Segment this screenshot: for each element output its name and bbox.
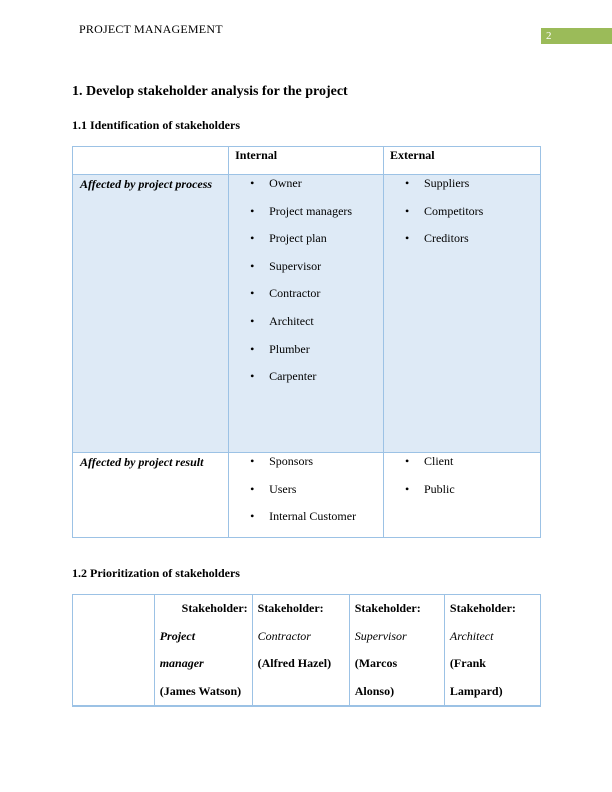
stakeholder-name: (Marcos <box>354 656 398 671</box>
row-label: Affected by project process <box>80 177 213 191</box>
stakeholder-name: Alonso) <box>354 683 395 698</box>
stakeholder-label: Stakeholder: <box>257 601 324 615</box>
stakeholder-cell-project-manager <box>154 595 252 707</box>
list-item: • Project managers <box>250 203 353 218</box>
header-internal-cell <box>229 147 384 175</box>
list-item: • Client <box>404 454 454 468</box>
internal-stakeholder-list <box>229 454 383 537</box>
stakeholder-label: Stakeholder: <box>354 601 421 615</box>
header-internal: Internal <box>235 148 278 162</box>
stakeholder-cell-architect <box>444 595 540 707</box>
list-item: • Contractor <box>250 286 321 301</box>
list-item: • Supervisor <box>250 258 322 273</box>
stakeholder-role: Supervisor <box>354 628 407 643</box>
stakeholder-role: Contractor <box>257 628 311 643</box>
stakeholder-name: (Alfred Hazel) <box>257 656 332 671</box>
row-label: Affected by project result <box>80 455 204 469</box>
stakeholder-role: Project <box>159 628 196 643</box>
list-item: • Users <box>250 481 297 496</box>
internal-stakeholder-list <box>229 176 383 397</box>
stakeholder-label: Stakeholder: <box>449 601 516 615</box>
list-item: • Creditors <box>404 231 469 246</box>
list-item: • Project plan <box>250 231 327 246</box>
external-stakeholder-list <box>384 454 540 509</box>
list-item: • Competitors <box>404 203 484 218</box>
external-list-cell <box>383 175 540 453</box>
header-external-cell <box>383 147 540 175</box>
running-head: PROJECT MANAGEMENT <box>79 22 223 36</box>
table-row-result <box>73 453 541 538</box>
list-item: • Sponsors <box>250 454 314 468</box>
prioritization-table <box>72 594 541 707</box>
list-item: • Carpenter <box>250 369 317 384</box>
subsection-heading-identification: 1.1 Identification of stakeholders <box>72 118 240 132</box>
table-row-process <box>73 175 541 453</box>
internal-list-cell <box>229 453 384 538</box>
identification-table <box>72 146 541 538</box>
page-number-badge: 2 <box>541 28 612 44</box>
row-label-cell <box>73 453 229 538</box>
list-item: • Architect <box>250 313 314 328</box>
section-heading: 1. Develop stakeholder analysis for the project <box>72 84 348 99</box>
stakeholder-cell-contractor <box>252 595 349 707</box>
stakeholder-name: Lampard) <box>449 683 503 698</box>
list-item: • Public <box>404 481 455 496</box>
internal-list-cell <box>229 175 384 453</box>
stakeholder-role: manager <box>159 656 204 671</box>
external-stakeholder-list <box>384 176 540 259</box>
header-external: External <box>389 148 435 162</box>
list-item: • Internal Customer <box>250 509 357 524</box>
stakeholder-label: Stakeholder: <box>181 601 248 615</box>
list-item: • Plumber <box>250 341 310 356</box>
table-row <box>73 595 541 707</box>
stakeholder-role: Architect <box>449 628 494 643</box>
subsection-heading-prioritization: 1.2 Prioritization of stakeholders <box>72 566 240 580</box>
table-header-row <box>73 147 541 175</box>
list-item: • Owner <box>250 176 302 190</box>
stakeholder-name: (James Watson) <box>159 683 242 698</box>
stakeholder-name: (Frank <box>449 656 486 671</box>
stakeholder-cell-supervisor <box>349 595 444 707</box>
empty-cell <box>73 595 155 707</box>
header-empty-cell <box>73 147 229 175</box>
row-label-cell <box>73 175 229 453</box>
external-list-cell <box>383 453 540 538</box>
list-item: • Suppliers <box>404 176 470 190</box>
